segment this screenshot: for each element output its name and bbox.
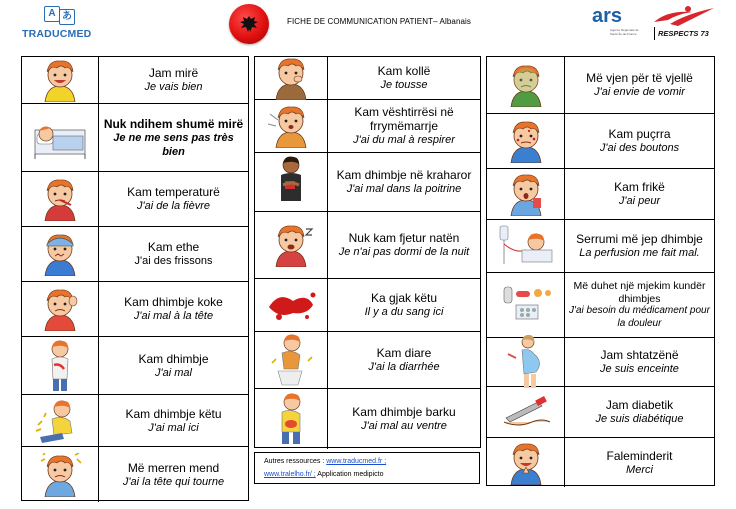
phrase-text <box>98 447 248 502</box>
phrase-text <box>327 332 480 388</box>
phrase-text <box>327 100 480 152</box>
pain-here-icon <box>22 395 98 446</box>
phrase-row <box>22 227 248 282</box>
phrase-row <box>22 172 248 227</box>
french-phrase: J'ai mal dans la poitrine <box>346 183 462 195</box>
respects-logo <box>648 4 728 40</box>
albanian-phrase: Kam puçrra <box>608 127 671 141</box>
albanian-phrase: Kam dhimbje barku <box>352 405 456 419</box>
phrase-text <box>327 57 480 99</box>
phrase-row <box>255 153 480 212</box>
nausea-boy-icon <box>487 57 564 113</box>
phrase-text <box>98 227 248 281</box>
french-phrase: J'ai la diarrhée <box>368 361 440 373</box>
traducmed-link[interactable]: www.traducmed.fr ; <box>326 458 387 465</box>
tralelho-link[interactable]: www.tralelho.fr/ ; <box>264 471 316 478</box>
phrase-text <box>564 114 714 168</box>
french-phrase: J'ai des frissons <box>134 255 213 267</box>
french-phrase: J'ai envie de vomir <box>594 86 685 98</box>
phrase-row <box>22 395 248 447</box>
albanian-phrase: Kam diare <box>376 346 432 360</box>
phrase-text <box>98 104 248 171</box>
french-phrase: J'ai mal <box>155 366 192 379</box>
french-phrase: Je ne me sens pas très bien <box>113 131 234 158</box>
breathing-difficulty-icon <box>255 100 327 152</box>
sleepless-boy-icon <box>255 212 327 278</box>
french-phrase: Je tousse <box>380 79 428 91</box>
french-phrase: J'ai besoin du médicament pour la douleur <box>569 305 710 329</box>
shivering-boy-icon <box>22 227 98 281</box>
medicine-pills-icon <box>487 273 564 337</box>
phrase-row <box>255 212 480 279</box>
french-phrase: Je suis enceinte <box>600 363 679 375</box>
albanian-phrase: Më duhet një mjekim kundër dhimbjes <box>573 280 706 305</box>
phrase-text <box>327 279 480 331</box>
resources-box <box>254 452 480 484</box>
albanian-phrase: Jam diabetik <box>605 398 674 412</box>
albanian-phrase: Kam temperaturë <box>127 185 220 199</box>
albanian-phrase: Kam kollë <box>377 64 431 78</box>
diarrhea-boy-icon <box>255 332 327 388</box>
phrase-row <box>255 100 480 153</box>
phrases-column-1 <box>21 56 249 501</box>
albanian-phrase: Serrumi më jep dhimbje <box>576 232 703 246</box>
phrase-text <box>98 395 248 446</box>
runner-icon <box>648 4 718 28</box>
french-phrase: J'ai des boutons <box>599 142 680 154</box>
albanian-flag-icon <box>229 4 269 44</box>
phrase-text <box>327 212 480 278</box>
logo-mark-kana: あ <box>59 9 75 25</box>
pregnant-woman-icon <box>487 338 564 386</box>
phrase-row <box>487 220 714 273</box>
phrase-row <box>255 279 480 332</box>
phrase-text <box>98 337 248 394</box>
phrase-text <box>98 172 248 226</box>
blood-drops-icon <box>255 279 327 331</box>
phrase-text <box>564 57 714 113</box>
phrase-row <box>22 337 248 395</box>
albanian-phrase: Kam dhimbje në kraharor <box>336 168 472 182</box>
phrases-column-3 <box>486 56 715 486</box>
fever-thermometer-icon <box>22 172 98 226</box>
stomach-ache-icon <box>255 389 327 449</box>
french-phrase: J'ai du mal à respirer <box>353 134 455 146</box>
phrase-text <box>564 273 714 337</box>
phrase-row <box>487 387 714 438</box>
albanian-phrase: Kam dhimbje koke <box>124 295 223 309</box>
translate-icon <box>44 6 78 24</box>
phrase-row <box>487 169 714 220</box>
albanian-phrase: Kam dhimbje <box>138 351 209 366</box>
albanian-phrase: Jam shtatzënë <box>600 348 679 362</box>
phrase-text <box>564 220 714 272</box>
albanian-phrase: Kam dhimbje këtu <box>125 406 222 421</box>
french-phrase: Je vais bien <box>144 81 203 93</box>
header <box>0 0 736 50</box>
french-phrase: J'ai peur <box>618 195 661 207</box>
phrase-row <box>255 332 480 389</box>
ars-caption: Agence Régionale de Santé Île-de-France <box>610 28 639 36</box>
phrase-text <box>98 57 248 103</box>
phrase-text <box>564 169 714 219</box>
french-phrase: J'ai mal à la tête <box>133 310 214 322</box>
albanian-phrase: Nuk kam fjetur natën <box>348 231 460 245</box>
phrase-row <box>22 447 248 502</box>
scared-boy-icon <box>487 169 564 219</box>
pain-boy-icon <box>22 337 98 394</box>
phrase-row <box>255 389 480 449</box>
coughing-boy-icon <box>255 57 327 99</box>
french-phrase: Je n'ai pas dormi de la nuit <box>338 246 470 258</box>
diabetes-insulin-icon <box>487 387 564 437</box>
phrase-row <box>487 338 714 387</box>
french-phrase: La perfusion me fait mal. <box>579 247 700 259</box>
dizzy-girl-icon <box>22 447 98 502</box>
thankful-boy-icon <box>487 438 564 487</box>
french-phrase: J'ai de la fièvre <box>136 200 211 212</box>
phrase-text <box>327 389 480 449</box>
pimples-boy-icon <box>487 114 564 168</box>
albanian-phrase: Ka gjak këtu <box>370 291 438 305</box>
phrase-text <box>564 438 714 487</box>
ars-logo <box>592 5 640 39</box>
phrase-text <box>327 153 480 211</box>
infusion-pain-icon <box>487 220 564 272</box>
page-title: FICHE DE COMMUNICATION PATIENT– Albanais <box>287 17 472 26</box>
albanian-phrase: Nuk ndihem shumë mirë <box>103 116 244 131</box>
sick-in-bed-icon <box>22 104 98 171</box>
phrase-row <box>22 282 248 337</box>
phrase-row <box>487 114 714 169</box>
phrase-text <box>564 387 714 437</box>
respects-logo-text: RESPECTS 73 <box>654 27 712 40</box>
phrase-text <box>564 338 714 386</box>
logo-text: TRADUCMED <box>22 28 92 40</box>
french-phrase: J'ai mal au ventre <box>361 420 447 432</box>
french-phrase: Je suis diabétique <box>595 413 684 425</box>
albanian-phrase: Kam ethe <box>147 240 200 254</box>
resources-label: Autres ressources : <box>264 458 327 465</box>
traducmed-logo <box>22 6 96 44</box>
resources-suffix: Application medipicto <box>315 471 384 478</box>
albanian-phrase: Kam frikë <box>614 180 665 194</box>
albanian-phrase: Faleminderit <box>606 448 673 463</box>
albanian-phrase: Kam vështirrësi në frrymëmarrje <box>354 105 454 133</box>
albanian-phrase: Më merren mend <box>127 460 220 475</box>
phrase-row <box>255 57 480 100</box>
phrase-row <box>487 273 714 338</box>
logo-mark-a: A <box>44 6 60 22</box>
phrase-row <box>487 438 714 487</box>
french-phrase: J'ai la tête qui tourne <box>122 475 225 488</box>
phrase-text <box>98 282 248 336</box>
headache-boy-icon <box>22 282 98 336</box>
french-phrase: J'ai mal ici <box>148 421 199 434</box>
french-phrase: Merci <box>626 463 653 476</box>
phrase-row <box>22 104 248 172</box>
happy-boy-icon <box>22 57 98 103</box>
phrase-row <box>22 57 248 104</box>
albanian-phrase: Më vjen për të vjellë <box>586 71 693 85</box>
phrase-row <box>487 57 714 114</box>
phrases-column-2 <box>254 56 481 448</box>
chest-pain-icon <box>255 153 327 211</box>
french-phrase: Il y a du sang ici <box>364 306 444 318</box>
ars-logo-text: ars <box>592 5 623 27</box>
albanian-phrase: Jam mirë <box>148 66 199 80</box>
